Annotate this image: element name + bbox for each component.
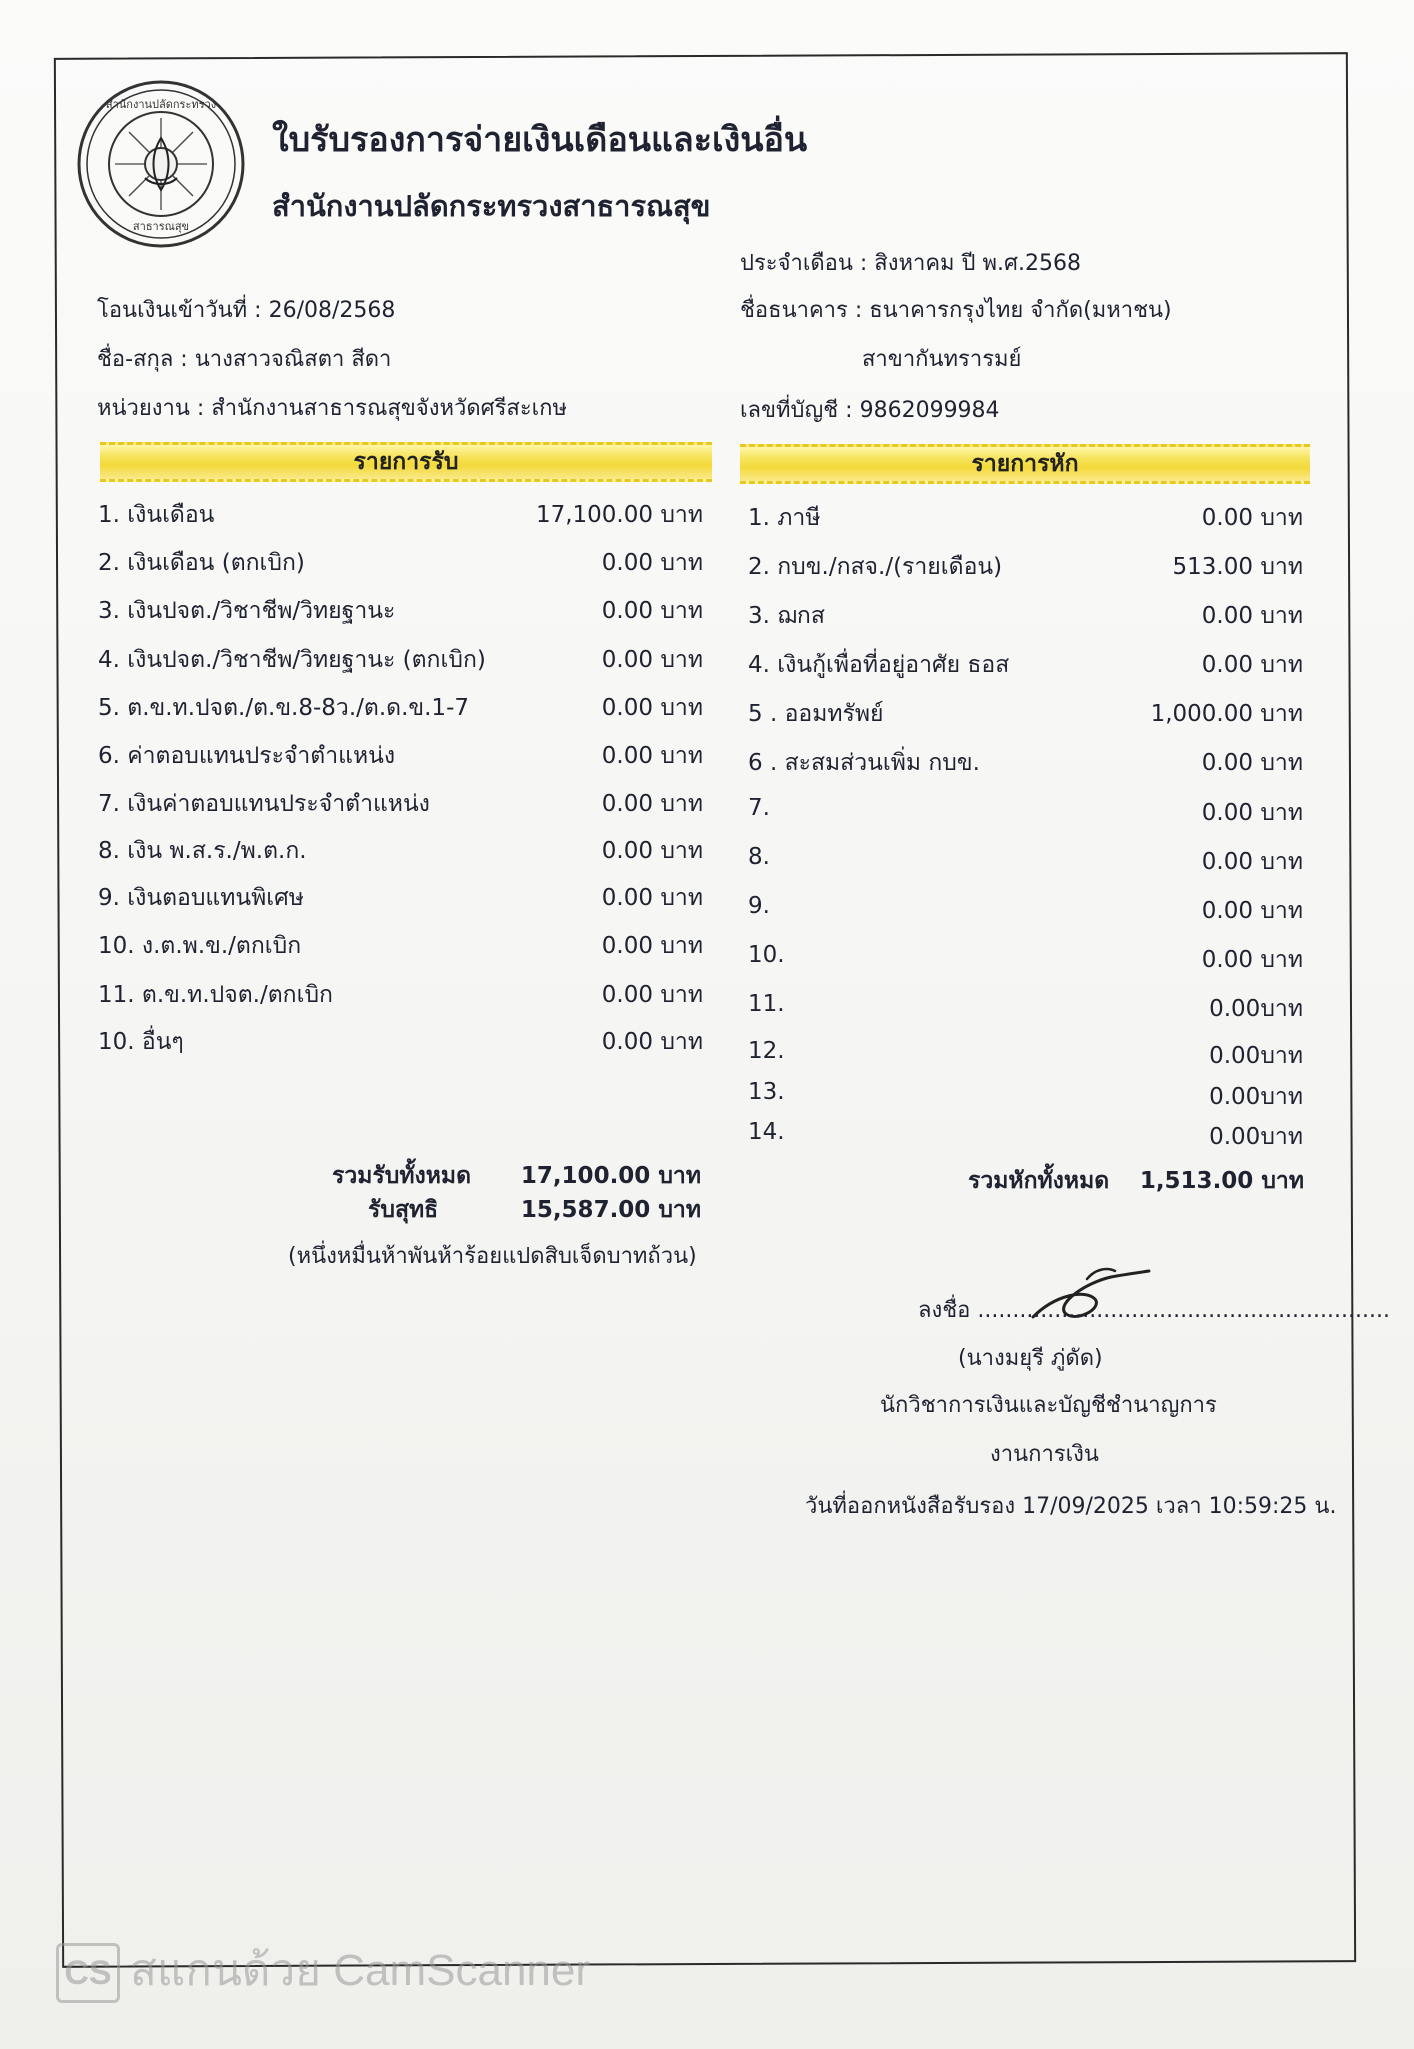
- transfer-date-text: โอนเงินเข้าวันที่ : 26/08/2568: [97, 298, 396, 323]
- deductions-header-band: [740, 444, 1310, 484]
- employee-name-text: ชื่อ-สกุล : นางสาวจณิสตา สีดา: [97, 347, 392, 372]
- deduction-amount: 0.00 บาท: [1201, 947, 1303, 973]
- income-label: 5. ต.ข.ท.ปจต./ต.ข.8-8ว./ต.ด.ข.1-7: [98, 695, 469, 721]
- income-total-amount: 17,100.00 บาท: [520, 1163, 701, 1189]
- net-income-words: (หนึ่งหมื่นห้าพันห้าร้อยแปดสิบเจ็ดบาทถ้วน): [288, 1244, 697, 1269]
- net-income-amount: 15,587.00 บาท: [520, 1197, 701, 1223]
- income-label: 9. เงินตอบแทนพิเศษ: [98, 885, 304, 911]
- period-text: ประจำเดือน : สิงหาคม ปี พ.ศ.2568: [740, 251, 1081, 276]
- deduction-amount: 0.00 บาท: [1201, 849, 1303, 875]
- income-label: 3. เงินปจต./วิชาชีพ/วิทยฐานะ: [98, 598, 396, 624]
- income-amount: 0.00 บาท: [601, 1029, 703, 1055]
- deductions-total-amount: 1,513.00 บาท: [1139, 1168, 1304, 1194]
- work-unit-text: หน่วยงาน : สำนักงานสาธารณสุขจังหวัดศรีสะเกษ: [97, 396, 567, 421]
- camscanner-watermark: [56, 1935, 590, 2005]
- income-amount: 0.00 บาท: [601, 695, 703, 721]
- deduction-amount: 0.00บาท: [1209, 1084, 1303, 1110]
- deduction-amount: 0.00 บาท: [1201, 800, 1303, 826]
- svg-text:สาธารณสุข: สาธารณสุข: [132, 220, 190, 233]
- income-label: 2. เงินเดือน (ตกเบิก): [98, 550, 305, 576]
- deduction-label: 11.: [748, 991, 785, 1017]
- income-amount: 0.00 บาท: [601, 838, 703, 864]
- bank-name-text: ชื่อธนาคาร : ธนาคารกรุงไทย จำกัด(มหาชน): [740, 298, 1172, 323]
- bank-branch-text: สาขากันทรารมย์: [862, 347, 1022, 372]
- income-amount: 0.00 บาท: [601, 982, 703, 1008]
- issue-datetime: วันที่ออกหนังสือรับรอง 17/09/2025 เวลา 10:59:25 น.: [805, 1494, 1337, 1519]
- deduction-label: 9.: [748, 893, 770, 919]
- deduction-label: 6 . สะสมส่วนเพิ่ม กบข.: [748, 750, 980, 776]
- deduction-amount: 0.00 บาท: [1201, 603, 1303, 629]
- deduction-amount: 0.00 บาท: [1201, 750, 1303, 776]
- income-header-band: [100, 442, 712, 482]
- deduction-label: 2. กบข./กสจ./(รายเดือน): [748, 554, 1003, 580]
- deduction-label: 8.: [748, 844, 770, 870]
- income-label: 11. ต.ข.ท.ปจต./ตกเบิก: [98, 982, 333, 1008]
- income-amount: 0.00 บาท: [601, 743, 703, 769]
- deduction-amount: 0.00 บาท: [1201, 505, 1303, 531]
- deduction-amount: 513.00 บาท: [1172, 554, 1303, 580]
- deduction-amount: 0.00บาท: [1209, 1043, 1303, 1069]
- income-amount: 0.00 บาท: [601, 933, 703, 959]
- deduction-amount: 0.00บาท: [1209, 996, 1303, 1022]
- income-amount: 0.00 บาท: [601, 885, 703, 911]
- income-total-label: รวมรับทั้งหมด: [332, 1163, 472, 1189]
- deduction-label: 4. เงินกู้เพื่อที่อยู่อาศัย ธอส: [748, 652, 1010, 678]
- deduction-label: 12.: [748, 1038, 785, 1064]
- camscanner-text: สแกนด้วย CamScanner: [130, 1946, 591, 1995]
- signature-line: ลงชื่อ ...........................................................: [918, 1298, 1390, 1323]
- income-amount: 0.00 บาท: [601, 598, 703, 624]
- document-subtitle: สำนักงานปลัดกระทรวงสาธารณสุข: [272, 189, 711, 223]
- income-label: 4. เงินปจต./วิชาชีพ/วิทยฐานะ (ตกเบิก): [98, 647, 486, 673]
- camscanner-logo-icon: CS: [56, 1943, 120, 2003]
- signer-department: งานการเงิน: [990, 1442, 1099, 1467]
- income-header: รายการรับ: [353, 449, 459, 475]
- signer-position: นักวิชาการเงินและบัญชีชำนาญการ: [880, 1393, 1217, 1418]
- document-title: ใบรับรองการจ่ายเงินเดือนและเงินอื่น: [272, 120, 808, 160]
- deduction-label: 10.: [748, 942, 785, 968]
- income-amount: 0.00 บาท: [601, 647, 703, 673]
- ministry-seal-icon: [75, 78, 247, 250]
- income-label: 1. เงินเดือน: [98, 502, 215, 528]
- deductions-total-label: รวมหักทั้งหมด: [968, 1168, 1110, 1194]
- income-amount: 17,100.00 บาท: [535, 502, 703, 528]
- income-label: 7. เงินค่าตอบแทนประจำตำแหน่ง: [98, 791, 430, 817]
- income-amount: 0.00 บาท: [601, 791, 703, 817]
- deduction-label: 3. ฌกส: [748, 603, 825, 629]
- deduction-amount: 0.00บาท: [1209, 1124, 1303, 1150]
- deduction-label: 5 . ออมทรัพย์: [748, 701, 884, 727]
- signer-name: (นางมยุรี ภู่ดัด): [958, 1346, 1103, 1371]
- income-amount: 0.00 บาท: [601, 550, 703, 576]
- deduction-label: 14.: [748, 1119, 785, 1145]
- income-label: 8. เงิน พ.ส.ร./พ.ต.ก.: [98, 838, 307, 864]
- deduction-amount: 0.00 บาท: [1201, 898, 1303, 924]
- deduction-label: 1. ภาษี: [748, 505, 821, 531]
- income-label: 10. อื่นๆ: [98, 1029, 184, 1055]
- net-income-label: รับสุทธิ: [368, 1197, 439, 1223]
- svg-text:สำนักงานปลัดกระทรวง: สำนักงานปลัดกระทรวง: [105, 98, 217, 111]
- deduction-label: 7.: [748, 795, 770, 821]
- deduction-label: 13.: [748, 1079, 785, 1105]
- deductions-header: รายการหัก: [971, 451, 1079, 477]
- account-number-text: เลขที่บัญชี : 9862099984: [740, 398, 1000, 423]
- income-label: 10. ง.ต.พ.ข./ตกเบิก: [98, 933, 302, 959]
- deduction-amount: 1,000.00 บาท: [1150, 701, 1303, 727]
- income-label: 6. ค่าตอบแทนประจำตำแหน่ง: [98, 743, 396, 769]
- deduction-amount: 0.00 บาท: [1201, 652, 1303, 678]
